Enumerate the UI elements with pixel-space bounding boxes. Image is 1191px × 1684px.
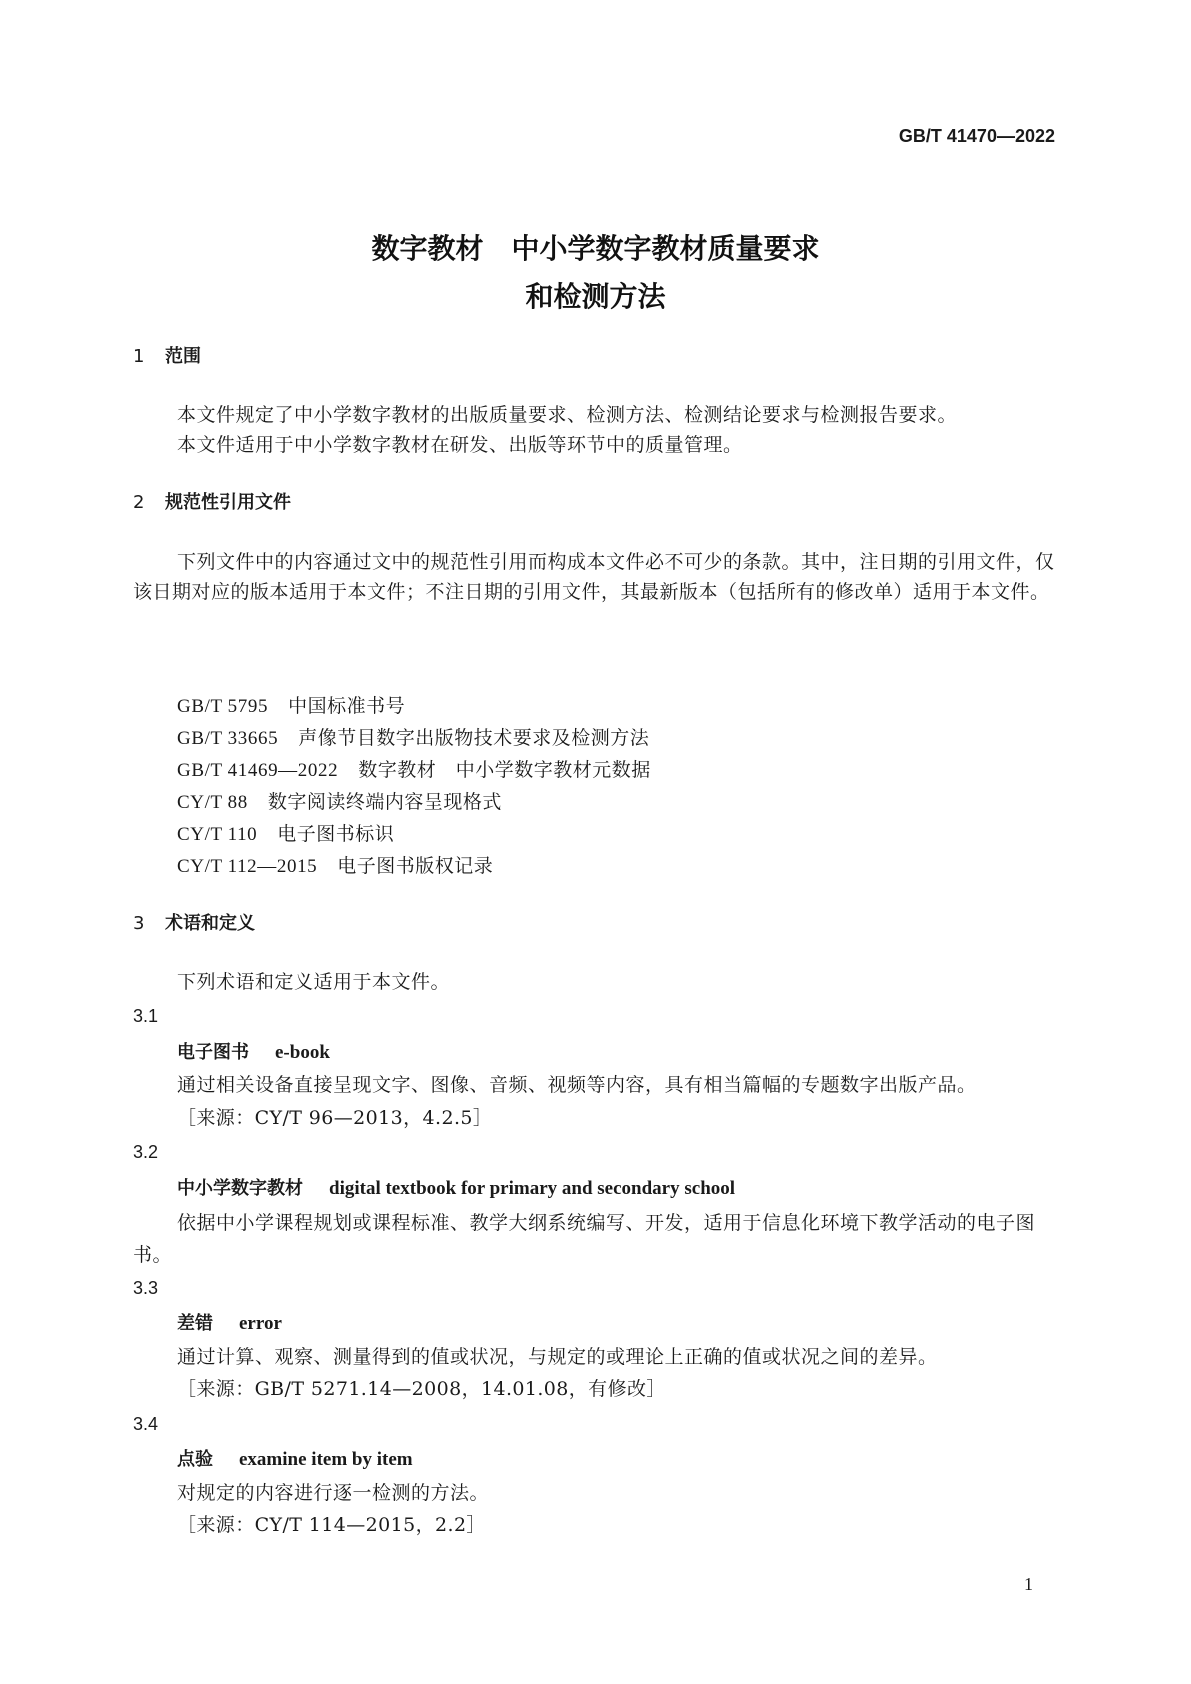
term-entry [177, 1040, 330, 1066]
reference-title: 声像节目数字出版物技术要求及检测方法 [298, 727, 650, 749]
section-1-paragraph-2: 本文件适用于中小学数字教材在研发、出版等环节中的质量管理。 [177, 434, 743, 456]
term-en: digital textbook for primary and secondary school [329, 1178, 736, 1199]
reference-code: CY/T 88 [177, 792, 248, 813]
title-line-2: 和检测方法 [525, 280, 666, 313]
reference-code: CY/T 110 [177, 824, 258, 845]
term-definition: 通过相关设备直接呈现文字、图像、音频、视频等内容，具有相当篇幅的专题数字出版产品。 [177, 1074, 977, 1096]
standard-code: GB/T 41470—2022 [898, 126, 1055, 146]
reference-code: GB/T 41469—2022 [177, 760, 339, 781]
clause-number: 3.1 [133, 1006, 159, 1026]
term-source: ［来源：CY/T 114—2015，2.2］ [177, 1514, 486, 1536]
reference-item [177, 786, 651, 818]
term-zh: 差错 [177, 1313, 213, 1334]
clause-number: 3.3 [133, 1278, 159, 1298]
page-number: 1 [1024, 1574, 1033, 1594]
section-3-intro: 下列术语和定义适用于本文件。 [177, 971, 451, 993]
section-1-heading [133, 344, 201, 370]
term-en: e-book [275, 1042, 330, 1063]
reference-item [177, 722, 651, 754]
reference-code: GB/T 5795 [177, 696, 269, 717]
section-1-title: 范围 [165, 346, 201, 367]
normative-references-list [177, 690, 651, 882]
section-2-intro: 下列文件中的内容通过文中的规范性引用而构成本文件必不可少的条款。其中，注日期的引用文件，仅该日期对应的版本适用于本文件；不注日期的引用文件，其最新版本（包括所有的修改单）适用于本文件。 [133, 551, 1055, 603]
document-title [0, 225, 1191, 321]
section-2-number: 2 [133, 492, 145, 513]
term-en: error [239, 1313, 282, 1334]
term-definition: 依据中小学课程规划或课程标准、教学大纲系统编写、开发，适用于信息化环境下教学活动的电子图书。 [133, 1212, 1036, 1266]
section-2-heading [133, 490, 291, 516]
term-en: examine item by item [239, 1449, 413, 1470]
section-1-paragraph-1: 本文件规定了中小学数字教材的出版质量要求、检测方法、检测结论要求与检测报告要求。 [177, 404, 958, 426]
clause-number: 3.4 [133, 1414, 159, 1434]
reference-title: 中国标准书号 [288, 695, 406, 717]
reference-title: 电子图书标识 [277, 823, 395, 845]
reference-item [177, 850, 651, 882]
reference-title: 电子图书版权记录 [337, 855, 494, 877]
reference-item [177, 818, 651, 850]
reference-item [177, 690, 651, 722]
term-definition: 通过计算、观察、测量得到的值或状况，与规定的或理论上正确的值或状况之间的差异。 [177, 1346, 938, 1368]
term-entry [177, 1311, 282, 1337]
term-entry [177, 1447, 413, 1473]
reference-code: GB/T 33665 [177, 728, 279, 749]
section-3-heading [133, 911, 255, 937]
section-2-title: 规范性引用文件 [165, 492, 291, 513]
reference-title: 数字教材 中小学数字教材元数据 [358, 759, 651, 781]
reference-code: CY/T 112—2015 [177, 856, 318, 877]
term-source: ［来源：CY/T 96—2013，4.2.5］ [177, 1107, 493, 1129]
section-3-title: 术语和定义 [165, 913, 255, 934]
term-entry [177, 1176, 735, 1202]
reference-title: 数字阅读终端内容呈现格式 [267, 791, 502, 813]
term-zh: 电子图书 [177, 1042, 249, 1063]
title-line-1: 数字教材 中小学数字教材质量要求 [371, 232, 820, 265]
section-1-number: 1 [133, 346, 145, 367]
clause-number: 3.2 [133, 1142, 159, 1162]
term-definition: 对规定的内容进行逐一检测的方法。 [177, 1482, 490, 1504]
term-source: ［来源：GB/T 5271.14—2008，14.01.08，有修改］ [177, 1378, 666, 1400]
reference-item [177, 754, 651, 786]
term-zh: 中小学数字教材 [177, 1178, 303, 1199]
section-3-number: 3 [133, 913, 145, 934]
term-zh: 点验 [177, 1449, 213, 1470]
